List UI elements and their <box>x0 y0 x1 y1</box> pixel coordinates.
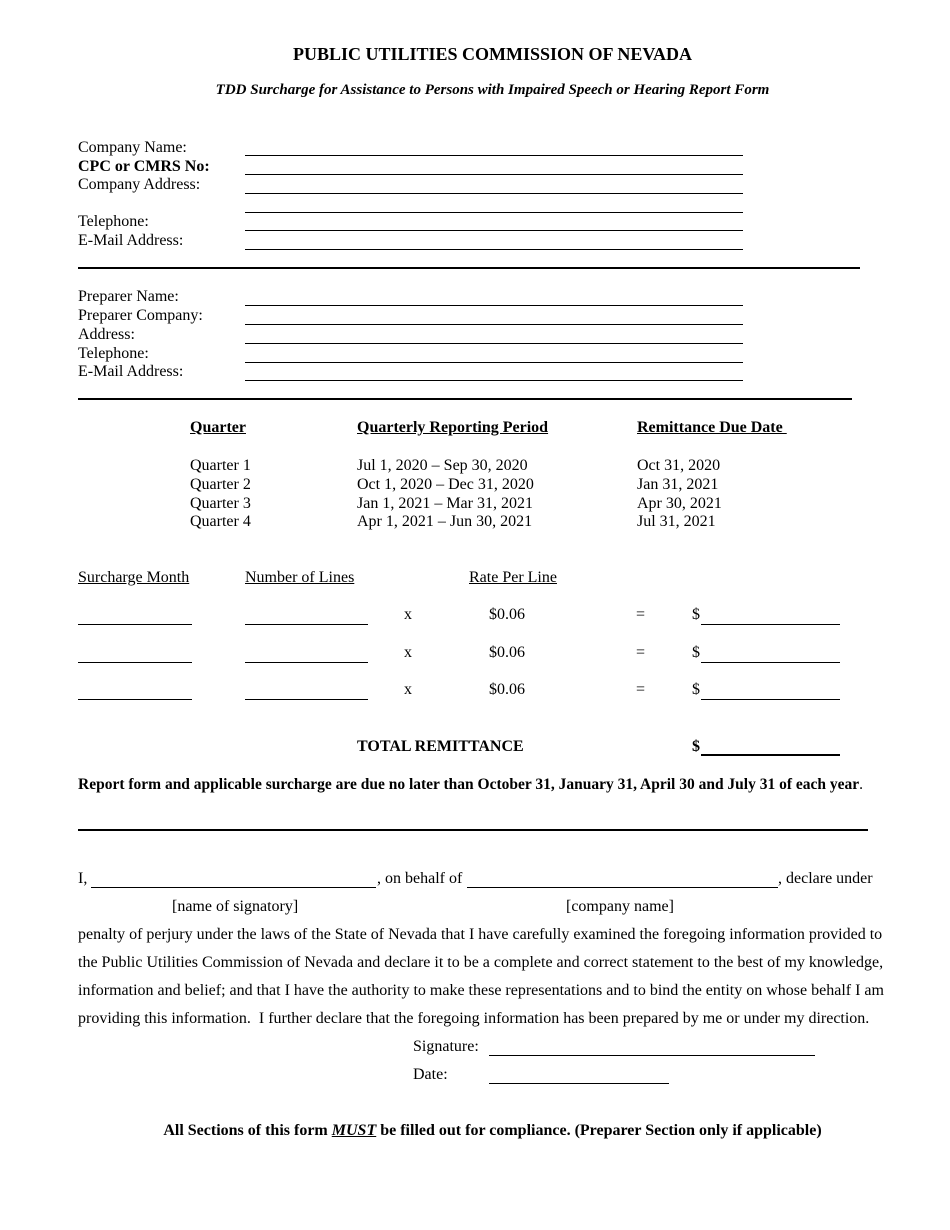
declaration-line: providing this information. I further declare that the foregoing information has been prepared by me or under my direction. <box>78 1010 870 1027</box>
table-cell: Quarter 3 <box>190 495 251 512</box>
due-notice-text: Report form and applicable surcharge are due no later than October 31, January 31, April 30 and July 31 of each year <box>78 776 860 793</box>
table-cell: Jan 31, 2021 <box>637 476 719 493</box>
equals-sign: = <box>636 606 646 623</box>
company-email-field[interactable] <box>245 249 743 250</box>
preparer-address-label: Address: <box>78 326 135 343</box>
preparer-telephone-label: Telephone: <box>78 345 149 362</box>
surcharge-month-field[interactable] <box>78 699 192 700</box>
amount-field[interactable] <box>701 699 840 700</box>
declaration-declare-under: , declare under <box>778 870 873 887</box>
table-cell: Jul 1, 2020 – Sep 30, 2020 <box>357 457 528 474</box>
preparer-telephone-field[interactable] <box>245 362 743 363</box>
declaration-line: information and belief; and that I have the authority to make these representations and to bind the entity on whose behalf I am <box>78 982 884 999</box>
declaration-line: penalty of perjury under the laws of the State of Nevada that I have carefully examined the foregoing information provided to <box>78 926 883 943</box>
preparer-company-label: Preparer Company: <box>78 307 203 324</box>
number-of-lines-field[interactable] <box>245 699 368 700</box>
company-telephone-label: Telephone: <box>78 213 149 230</box>
due-notice-period: . <box>859 776 864 793</box>
table-cell: Jan 1, 2021 – Mar 31, 2021 <box>357 495 533 512</box>
section-divider <box>78 398 852 400</box>
declaration-line: the Public Utilities Commission of Nevada and declare it to be a complete and correct statement to the best of my knowledge, <box>78 954 884 971</box>
company-address-label: Company Address: <box>78 176 201 193</box>
preparer-name-label: Preparer Name: <box>78 288 179 305</box>
declaration-on-behalf: , on behalf of <box>377 870 463 887</box>
signatory-name-field[interactable] <box>91 887 376 888</box>
company-address-field[interactable] <box>245 193 743 194</box>
preparer-email-field[interactable] <box>245 380 743 381</box>
rate-value: $0.06 <box>489 606 525 623</box>
footer-text-2: be filled out for compliance. (Preparer Section only if applicable) <box>376 1122 822 1139</box>
table-cell: Oct 31, 2020 <box>637 457 721 474</box>
equals-sign: = <box>636 681 646 698</box>
table-cell: Quarter 4 <box>190 513 251 530</box>
footer-must: MUST <box>331 1122 377 1139</box>
rate-value: $0.06 <box>489 644 525 661</box>
signature-label: Signature: <box>413 1038 479 1055</box>
number-of-lines-header: Number of Lines <box>245 569 355 586</box>
dollar-sign: $ <box>692 681 700 698</box>
company-name-label: Company Name: <box>78 139 187 156</box>
due-date-notice <box>78 777 863 793</box>
rate-value: $0.06 <box>489 681 525 698</box>
table-cell: Quarter 1 <box>190 457 251 474</box>
multiply-sign: x <box>404 606 412 623</box>
surcharge-month-field[interactable] <box>78 624 192 625</box>
signature-field[interactable] <box>489 1055 815 1056</box>
cpc-field[interactable] <box>245 174 743 175</box>
date-label: Date: <box>413 1066 448 1083</box>
total-dollar-sign: $ <box>692 738 700 755</box>
total-remittance-field[interactable] <box>701 754 840 756</box>
preparer-name-field[interactable] <box>245 305 743 306</box>
section-divider <box>78 267 860 269</box>
page-title: PUBLIC UTILITIES COMMISSION OF NEVADA <box>292 44 693 64</box>
company-email-label: E-Mail Address: <box>78 232 184 249</box>
cpc-label: CPC or CMRS No: <box>78 158 210 175</box>
number-of-lines-field[interactable] <box>245 624 368 625</box>
declaration-i: I, <box>78 870 88 887</box>
number-of-lines-field[interactable] <box>245 662 368 663</box>
footer-text: All Sections of this form <box>163 1122 332 1139</box>
quarter-header: Quarter <box>190 419 246 436</box>
multiply-sign: x <box>404 681 412 698</box>
table-cell: Apr 30, 2021 <box>637 495 722 512</box>
total-remittance-label: TOTAL REMITTANCE <box>357 738 524 755</box>
preparer-email-label: E-Mail Address: <box>78 363 184 380</box>
equals-sign: = <box>636 644 646 661</box>
amount-field[interactable] <box>701 662 840 663</box>
amount-field[interactable] <box>701 624 840 625</box>
form-subtitle: TDD Surcharge for Assistance to Persons with Impaired Speech or Hearing Report Form <box>215 82 770 98</box>
company-address-field-2[interactable] <box>245 212 743 213</box>
dollar-sign: $ <box>692 606 700 623</box>
surcharge-month-header: Surcharge Month <box>78 569 190 586</box>
company-caption: [company name] <box>566 898 674 915</box>
table-cell: Oct 1, 2020 – Dec 31, 2020 <box>357 476 534 493</box>
due-date-header: Remittance Due Date <box>637 419 787 436</box>
surcharge-month-field[interactable] <box>78 662 192 663</box>
company-telephone-field[interactable] <box>245 230 743 231</box>
preparer-company-field[interactable] <box>245 324 743 325</box>
date-field[interactable] <box>489 1083 669 1084</box>
table-cell: Quarter 2 <box>190 476 251 493</box>
signatory-caption: [name of signatory] <box>172 898 299 915</box>
compliance-footer <box>0 1123 950 1139</box>
dollar-sign: $ <box>692 644 700 661</box>
rate-per-line-header: Rate Per Line <box>469 569 557 586</box>
company-name-field[interactable] <box>245 155 743 156</box>
declaration-company-field[interactable] <box>467 887 778 888</box>
section-divider <box>78 829 868 831</box>
preparer-address-field[interactable] <box>245 343 743 344</box>
table-cell: Apr 1, 2021 – Jun 30, 2021 <box>357 513 533 530</box>
multiply-sign: x <box>404 644 412 661</box>
period-header: Quarterly Reporting Period <box>357 419 549 436</box>
table-cell: Jul 31, 2021 <box>637 513 716 530</box>
